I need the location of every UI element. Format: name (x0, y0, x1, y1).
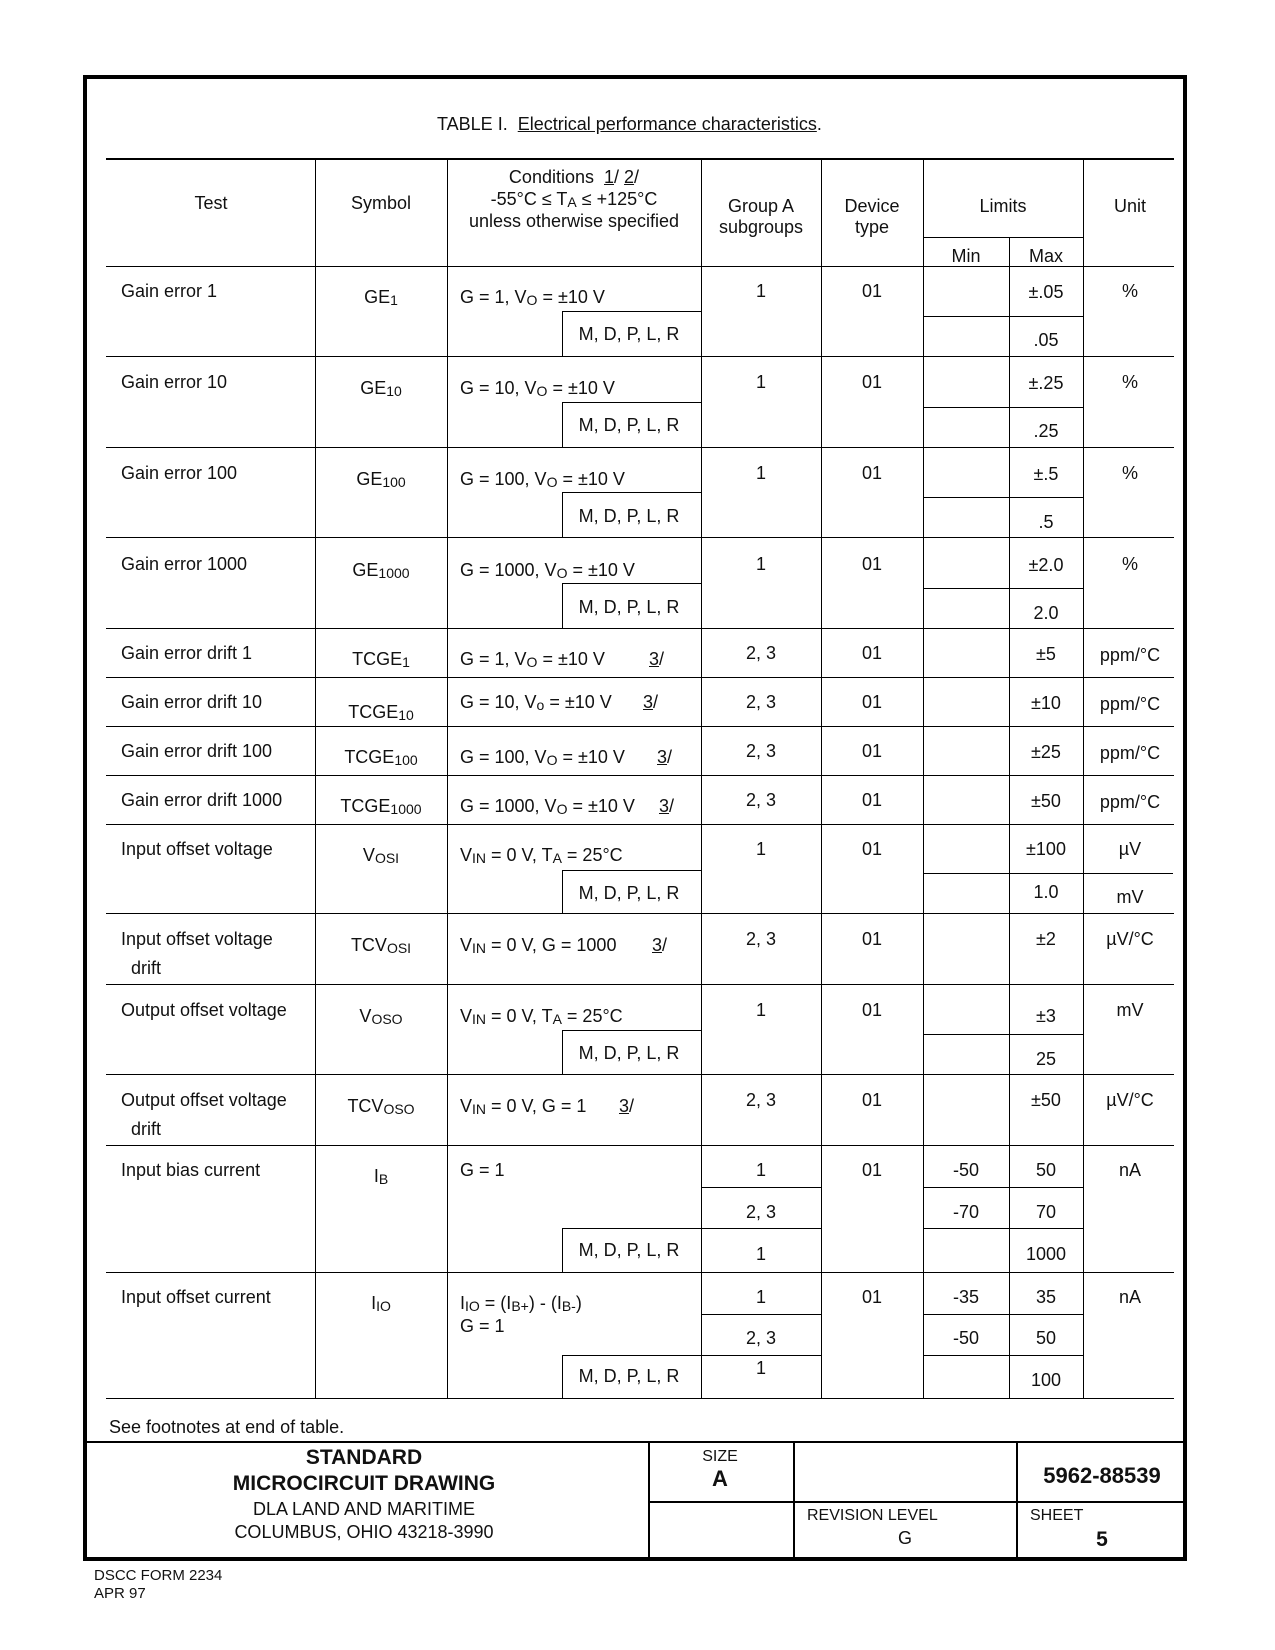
symbol-sub: 1 (402, 654, 410, 670)
condition (460, 378, 615, 399)
group: 1 (755, 281, 767, 301)
cond-part: = 25°C (561, 845, 623, 865)
symbol (371, 1293, 391, 1314)
test-name: Input bias current (121, 1160, 261, 1180)
symbol-sub: OSI (374, 850, 400, 866)
symbol-sub: 10 (398, 707, 414, 723)
symbol-base: TCGE (348, 702, 399, 722)
test-name: Output offset voltage (121, 1000, 287, 1020)
unit: % (1121, 281, 1139, 301)
header-temp-range (491, 189, 658, 210)
limit-min: -50 (952, 1328, 980, 1348)
device-type: 01 (861, 1287, 883, 1307)
condition-line2: G = 1 (460, 1316, 505, 1336)
symbol-sub: 1000 (390, 801, 422, 817)
size-value: A (712, 1466, 728, 1491)
test-name: Gain error drift 10 (121, 692, 263, 712)
condition (460, 560, 635, 581)
cond-part: G = 10, V (460, 378, 537, 398)
header-type: type (854, 217, 890, 237)
header-device: Device (844, 196, 900, 216)
condition (460, 845, 623, 866)
cond-part: = ±10 V (547, 378, 615, 398)
group: 1 (755, 463, 767, 483)
unit: % (1121, 463, 1139, 483)
limit-max: ±5 (1036, 644, 1056, 664)
form-name: DSCC FORM 2234 (94, 1567, 223, 1584)
condition (460, 1293, 582, 1314)
test-name: Gain error drift 100 (121, 741, 273, 761)
condition: G = 1 (460, 1160, 505, 1180)
cond-part: V (460, 1006, 473, 1026)
symbol-sub: 100 (394, 752, 418, 768)
symbol-sub: 1 (390, 292, 398, 308)
cond-sub: IN (472, 1011, 487, 1027)
symbol-base: TCV (350, 935, 387, 955)
unit: nA (1118, 1287, 1142, 1307)
symbol-base: TCGE (352, 649, 403, 669)
test-name: Gain error 100 (121, 463, 238, 483)
group: 1 (755, 372, 767, 392)
device-type: 01 (861, 839, 883, 859)
symbol (340, 796, 421, 817)
header-test: Test (194, 193, 228, 213)
caption-end: . (816, 114, 822, 134)
symbol-base: GE (360, 378, 387, 398)
symbol-base: GE (352, 560, 379, 580)
header-unit: Unit (1113, 196, 1147, 216)
footnote-ref-3: 3/ (652, 935, 668, 955)
limit-max: ±10 (1031, 693, 1061, 713)
table-caption (437, 114, 822, 134)
symbol-base: GE (364, 287, 391, 307)
symbol-base: GE (356, 469, 383, 489)
screening-levels: M, D, P, L, R (578, 597, 680, 617)
condition (460, 469, 625, 490)
condition (460, 287, 605, 308)
header-subgroups: subgroups (718, 217, 804, 237)
condition (460, 649, 605, 670)
cond-part: = ±10 V (567, 796, 635, 816)
agency-name: DLA LAND AND MARITIME (252, 1499, 476, 1519)
cond-part: V (460, 935, 473, 955)
cond-sub: A (552, 1011, 562, 1027)
limit-max: ±.05 (1028, 282, 1064, 302)
symbol-base: TCGE (340, 796, 391, 816)
unit: µV/°C (1106, 1090, 1154, 1110)
group: 1 (755, 1287, 767, 1307)
form-date: APR 97 (94, 1585, 146, 1602)
limit-max: 70 (1035, 1202, 1057, 1222)
cond-sub: B- (561, 1298, 576, 1314)
header-symbol: Symbol (350, 193, 412, 213)
footnote-number: 3 (657, 747, 668, 767)
cond-part: V (460, 845, 473, 865)
condition (460, 935, 616, 956)
cond-part: = ±10 V (567, 560, 635, 580)
symbol-base: I (371, 1293, 377, 1313)
screening-levels: M, D, P, L, R (578, 1366, 680, 1386)
limit-max: 25 (1035, 1049, 1057, 1069)
cond-part: G = 100, V (460, 747, 547, 767)
cond-sub: O (546, 752, 558, 768)
limit-max: 100 (1030, 1370, 1062, 1390)
cond-part: G = 1, V (460, 649, 527, 669)
microcircuit-drawing-label: MICROCIRCUIT DRAWING (232, 1472, 496, 1495)
group: 2, 3 (745, 1202, 777, 1222)
screening-levels: M, D, P, L, R (578, 415, 680, 435)
cond-sub: O (556, 801, 568, 817)
limit-max: ±2.0 (1028, 555, 1064, 575)
group: 1 (755, 1358, 767, 1378)
unit: ppm/°C (1099, 645, 1161, 665)
screening-levels: M, D, P, L, R (578, 324, 680, 344)
test-name: Gain error drift 1 (121, 643, 253, 663)
cond-part: V (460, 1096, 473, 1116)
cond-sub: o (536, 697, 545, 713)
device-type: 01 (861, 790, 883, 810)
footnote-note: See footnotes at end of table. (109, 1417, 345, 1437)
test-name: Output offset voltage (121, 1090, 287, 1110)
cond-sub: IN (472, 1101, 487, 1117)
header-max: Max (1028, 246, 1064, 266)
limit-max: ±.5 (1033, 464, 1059, 484)
symbol (360, 378, 402, 399)
group: 1 (755, 1244, 767, 1264)
caption-prefix: TABLE I. (437, 114, 508, 134)
test-name: Gain error 10 (121, 372, 228, 392)
symbol-sub: IO (376, 1298, 391, 1314)
symbol-sub: 1000 (378, 565, 410, 581)
footnote-ref-1: 1 (604, 167, 615, 187)
limit-max: ±50 (1031, 791, 1061, 811)
sheet-number: 5 (1096, 1528, 1108, 1551)
cond-part: = 0 V, T (486, 845, 553, 865)
footnote-ref-3: 3/ (649, 649, 665, 669)
condition (460, 796, 635, 817)
test-name-cont: drift (131, 1119, 162, 1139)
temp-range-end: ≤ +125°C (576, 189, 658, 209)
device-type: 01 (861, 281, 883, 301)
cond-part: = 0 V, T (486, 1006, 553, 1026)
symbol (352, 560, 409, 581)
cond-part: = 0 V, G = 1 (486, 1096, 587, 1116)
symbol-sub: OSO (371, 1011, 403, 1027)
cond-part: G = 1000, V (460, 560, 557, 580)
unit: ppm/°C (1099, 743, 1161, 763)
symbol (374, 1166, 388, 1187)
cond-part: G = 100, V (460, 469, 547, 489)
unit: ppm/°C (1099, 792, 1161, 812)
cond-sub: IO (465, 1298, 480, 1314)
cond-part: G = 1, V (460, 287, 527, 307)
cond-sub: B+ (511, 1298, 529, 1314)
footnote-number: 3 (649, 649, 660, 669)
limit-max: .25 (1033, 421, 1059, 441)
sheet-label: SHEET (1030, 1507, 1084, 1524)
cond-sub: O (536, 383, 548, 399)
footnote-number: 3 (659, 796, 670, 816)
test-name: Gain error 1 (121, 281, 218, 301)
symbol-sub: OSI (386, 940, 412, 956)
cond-sub: IN (472, 850, 487, 866)
symbol (348, 702, 414, 723)
screening-levels: M, D, P, L, R (578, 883, 680, 903)
standard-label: STANDARD (305, 1446, 423, 1469)
temp-range-start: -55°C ≤ T (490, 189, 568, 209)
cond-part: = 25°C (561, 1006, 623, 1026)
footnote-ref-3: 3/ (659, 796, 675, 816)
group: 2, 3 (745, 929, 777, 949)
footnote-number: 3 (652, 935, 663, 955)
test-name: Gain error 1000 (121, 554, 248, 574)
header-group-a: Group A (727, 196, 795, 216)
screening-levels: M, D, P, L, R (578, 1043, 680, 1063)
group: 2, 3 (745, 1328, 777, 1348)
condition (460, 1096, 586, 1117)
limit-max: 50 (1035, 1328, 1057, 1348)
footnote-ref-3: 3/ (643, 692, 659, 712)
device-type: 01 (861, 692, 883, 712)
cond-sub: A (552, 850, 562, 866)
group: 2, 3 (745, 692, 777, 712)
limit-min: -35 (952, 1287, 980, 1307)
cond-part: = ±10 V (557, 747, 625, 767)
limit-max: 1000 (1025, 1244, 1067, 1264)
header-conditions: Conditions 1/ 2/ (508, 167, 640, 187)
header-min: Min (951, 246, 981, 266)
screening-levels: M, D, P, L, R (578, 1240, 680, 1260)
symbol (364, 287, 398, 308)
group: 1 (755, 1160, 767, 1180)
device-type: 01 (861, 1000, 883, 1020)
unit: ppm/°C (1099, 694, 1161, 714)
unit: µV/°C (1106, 929, 1154, 949)
device-type: 01 (861, 554, 883, 574)
symbol-base: TCV (347, 1096, 384, 1116)
cond-part: = ±10 V (544, 692, 612, 712)
cond-part: = ±10 V (537, 649, 605, 669)
agency-address: COLUMBUS, OHIO 43218-3990 (234, 1522, 494, 1542)
limit-max: .5 (1038, 512, 1054, 532)
cond-part: G = 1000, V (460, 796, 557, 816)
test-name-cont: drift (131, 958, 162, 978)
symbol (351, 935, 411, 956)
limit-max: ±3 (1036, 1006, 1056, 1026)
symbol (347, 1096, 414, 1117)
group: 2, 3 (745, 741, 777, 761)
group: 2, 3 (745, 643, 777, 663)
cond-sub: O (556, 565, 568, 581)
cond-part: = ±10 V (557, 469, 625, 489)
limit-min: -70 (952, 1202, 980, 1222)
caption-title: Electrical performance characteristics (517, 114, 817, 134)
limit-max: 1.0 (1033, 882, 1059, 902)
cond-part: I (460, 1293, 466, 1313)
condition (460, 1006, 623, 1027)
revision-level-value: G (897, 1528, 913, 1548)
limit-max: ±50 (1031, 1090, 1061, 1110)
cond-part: ) - (I (528, 1293, 562, 1313)
size-label: SIZE (702, 1448, 738, 1465)
test-name: Input offset current (121, 1287, 271, 1307)
symbol-base: TCGE (344, 747, 395, 767)
footnote-number: 3 (643, 692, 654, 712)
symbol-base: V (359, 1006, 372, 1026)
unit: % (1121, 554, 1139, 574)
device-type: 01 (861, 643, 883, 663)
symbol-base: I (373, 1166, 379, 1186)
device-type: 01 (861, 372, 883, 392)
condition (460, 747, 625, 768)
device-type: 01 (861, 1090, 883, 1110)
limit-max: 2.0 (1033, 603, 1059, 623)
cond-part: = ±10 V (537, 287, 605, 307)
revision-level-label: REVISION LEVEL (807, 1507, 938, 1524)
device-type: 01 (861, 741, 883, 761)
header-limits: Limits (979, 196, 1027, 216)
drawing-number: 5962-88539 (1043, 1463, 1161, 1488)
footnote-number: 3 (619, 1096, 630, 1116)
symbol-sub: B (378, 1171, 389, 1187)
symbol (352, 649, 410, 670)
unit: % (1121, 372, 1139, 392)
test-name: Input offset voltage (121, 929, 273, 949)
device-type: 01 (861, 463, 883, 483)
cond-sub: O (526, 292, 538, 308)
footnote-ref-3: 3/ (619, 1096, 635, 1116)
footnote-ref-3: 3/ (657, 747, 673, 767)
cond-part: = 0 V, G = 1000 (486, 935, 617, 955)
group: 1 (755, 554, 767, 574)
cond-sub: IN (472, 940, 487, 956)
condition (460, 692, 612, 713)
unit: nA (1118, 1160, 1142, 1180)
limit-max: ±100 (1026, 839, 1066, 859)
symbol-sub: 100 (382, 474, 406, 490)
group: 1 (755, 839, 767, 859)
symbol (344, 747, 417, 768)
test-name: Input offset voltage (121, 839, 273, 859)
device-type: 01 (861, 1160, 883, 1180)
symbol (359, 1006, 402, 1027)
symbol-sub: OSO (383, 1101, 415, 1117)
symbol-sub: 10 (386, 383, 402, 399)
symbol-base: V (362, 845, 375, 865)
limit-max: 50 (1035, 1160, 1057, 1180)
limit-max: ±25 (1031, 742, 1061, 762)
footnote-ref-2: 2 (624, 167, 635, 187)
test-name: Gain error drift 1000 (121, 790, 283, 810)
group: 2, 3 (745, 1090, 777, 1110)
limit-min: -50 (952, 1160, 980, 1180)
cond-part: ) (575, 1293, 582, 1313)
cond-part: G = 10, V (460, 692, 537, 712)
cond-sub: O (526, 654, 538, 670)
device-type: 01 (861, 929, 883, 949)
group: 1 (755, 1000, 767, 1020)
symbol (356, 469, 405, 490)
cond-part: = (I (479, 1293, 512, 1313)
limit-max: 35 (1035, 1287, 1057, 1307)
screening-levels: M, D, P, L, R (578, 506, 680, 526)
limit-max: ±2 (1036, 929, 1056, 949)
limit-max: .05 (1033, 330, 1059, 350)
conditions-label: Conditions (508, 167, 594, 187)
limit-max: ±.25 (1028, 373, 1064, 393)
temp-range-sub: A (567, 194, 577, 210)
unit: mV (1116, 1000, 1144, 1020)
page-border (83, 75, 1187, 1561)
symbol (363, 845, 399, 866)
header-unless: unless otherwise specified (468, 211, 680, 231)
group: 2, 3 (745, 790, 777, 810)
unit: µV (1118, 839, 1142, 859)
unit: mV (1116, 887, 1144, 907)
cond-sub: O (546, 474, 558, 490)
